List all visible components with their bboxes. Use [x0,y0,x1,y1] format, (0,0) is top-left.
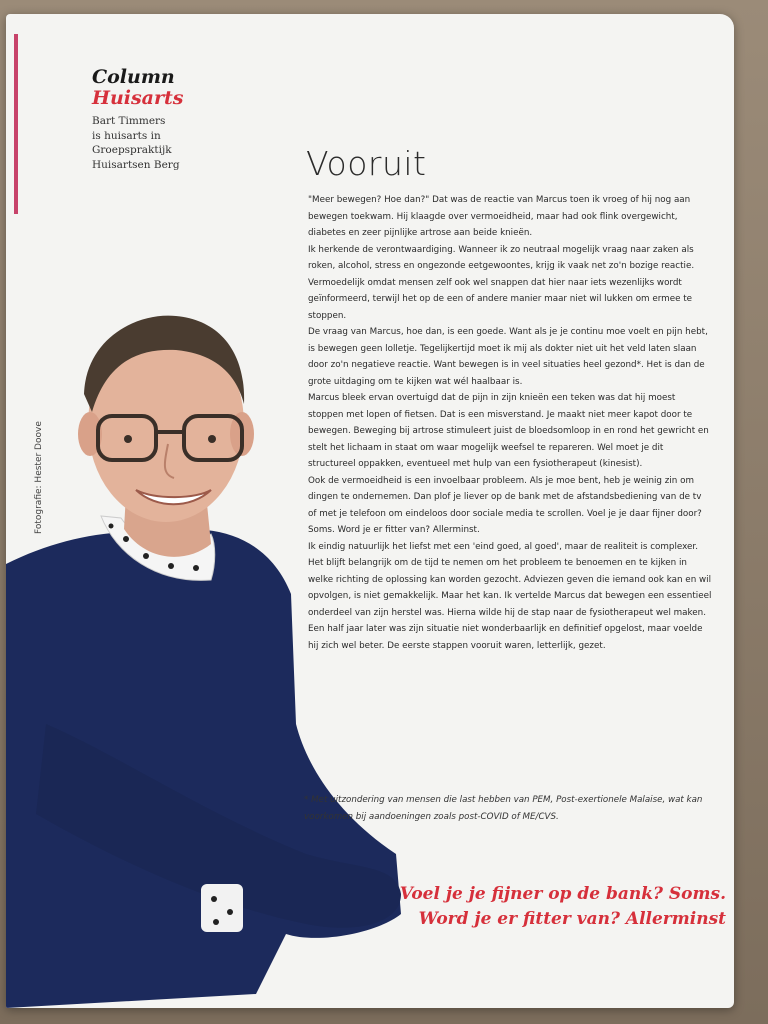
article-paragraph: Ook de vermoeidheid is een invoelbaar probleem. Als je moe bent, heb je weinig zin om dingen te ondernemen. Dan plof je liever op de bank met de afstandsbediening van de tv of met je telefoon om eindeloos door sociale media te scrollen. Voel je je daar fijner door? Soms. Word je er fitter van? Allerminst. [308,475,702,535]
shirt-cuff [201,884,243,932]
article-body [308,192,712,654]
column-category: Huisarts [92,87,184,109]
article-paragraph: De vraag van Marcus, hoe dan, is een goede. Want als je je continu moe voelt en pijn hebt, is bewegen geen lolletje. Tegelijkertijd moet ik mij als dokter niet uit het veld laten slaan door zo'n negatieve reactie. Want bewegen is in veel situaties heel gezond*. Het is dan de grote uitdaging om te kijken wat wél haalbaar is. [308,327,708,387]
footnote: * Met uitzondering van mensen die last hebben van PEM, Post-exertionele Malaise, wat kan voorkomen bij aandoeningen zoals post-COVID of ME/CVS. [304,795,703,822]
column-label: Column [92,66,175,88]
article-paragraph: Marcus bleek ervan overtuigd dat de pijn in zijn knieën een teken was dat hij moest stoppen met lopen of fietsen. Dat is een misverstand. Je maakt niet meer kapot door te bewegen. Beweging bij artrose stimuleert juist de bloedsomloop in en rond het gewricht en stelt het lichaam in staat om waar mogelijk weefsel te repareren. Wel moet je dit structureel oppakken, eventueel met hulp van een fysiotherapeut (kinesist). [308,393,709,469]
photo-credit: Fotografie: Hester Doove [34,421,44,534]
article-title: Vooruit [306,144,427,183]
pull-quote-line: Voel je je fijner op de bank? Soms. [399,884,726,904]
magazine-page [6,14,734,1008]
author-info: Bart Timmers is huisarts in Groepspraktijk Huisartsen Berg [92,115,180,171]
pull-quote [346,882,726,932]
pull-quote-line: Word je er fitter van? Allerminst [418,909,726,929]
spine-stripe [14,34,18,214]
article-paragraph: Ik eindig natuurlijk het liefst met een 'eind goed, al goed', maar de realiteit is complexer. Het blijft belangrijk om de tijd te nemen om het probleem te benoemen en te kijken in welke richting de oplossing kan worden gezocht. Adviezen geven die iemand ook kan en wil opvolgen, is niet gemakkelijk. Maar het kan. Ik vertelde Marcus dat bewegen een essentieel onderdeel van zijn herstel was. Hierna wilde hij de stap naar de fysiotherapeut wel maken. Een half jaar later was zijn situatie niet wonderbaarlijk en definitief opgelost, maar voelde hij zich wel beter. De eerste stappen vooruit waren, letterlijk, gezet. [308,541,712,651]
article-paragraph: Ik herkende de verontwaardiging. Wanneer ik zo neutraal mogelijk vraag naar zaken als roken, alcohol, stress en ongezonde eetgewoontes, krijg ik vaak net zo'n bozige reactie. Vermoedelijk omdat mensen zelf ook wel snappen dat hier naar iets wezenlijks wordt geïnformeerd, terwijl het op de een of andere manier maar niet wil lukken om ermee te stoppen. [308,244,695,321]
article-paragraph: "Meer bewegen? Hoe dan?" Dat was de reactie van Marcus toen ik vroeg of hij nog aan bewegen toekwam. Hij klaagde over vermoeidheid, maar had ook flink overgewicht, diabetes en zeer pijnlijke artrose aan beide knieën. [308,195,691,238]
